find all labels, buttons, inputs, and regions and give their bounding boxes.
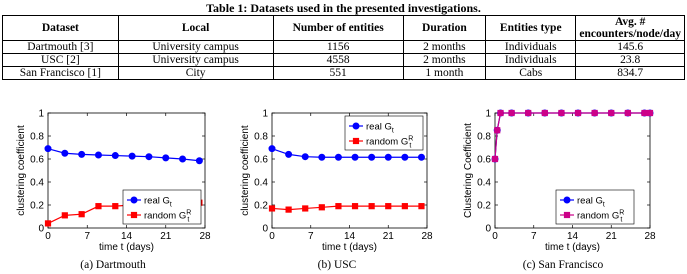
legend-label-main: random G	[577, 210, 620, 222]
y-axis-label: clustering coefficient	[240, 125, 251, 216]
y-tick-label: 0.2	[254, 200, 268, 212]
legend-label-sup: R	[619, 209, 625, 217]
data-point	[386, 204, 391, 209]
y-tick-label: 0.2	[30, 200, 44, 212]
x-tick-label: 28	[644, 231, 656, 242]
data-point	[352, 154, 358, 160]
legend-label-main: random G	[144, 210, 187, 222]
y-tick-label: 1	[262, 108, 268, 120]
data-point	[526, 110, 531, 115]
legend	[556, 190, 634, 224]
data-point	[385, 154, 391, 160]
data-point	[369, 154, 375, 160]
data-point	[625, 110, 630, 115]
series-random	[269, 204, 424, 213]
legend-label-main: real G	[577, 195, 603, 207]
y-tick-label: 0.8	[477, 131, 491, 143]
table-cell: 1156	[273, 41, 403, 54]
x-tick-label: 28	[421, 231, 433, 242]
data-point	[79, 212, 84, 217]
table-cell: Dartmouth [3]	[3, 41, 119, 54]
y-tick-label: 0.8	[254, 131, 268, 143]
y-tick-label: 0	[485, 223, 491, 235]
data-point	[269, 146, 275, 152]
data-point	[402, 204, 407, 209]
table-cell: University campus	[118, 41, 273, 54]
data-point	[353, 138, 358, 143]
data-point	[146, 154, 152, 160]
data-point	[492, 156, 497, 161]
legend-label-main: random G	[366, 136, 409, 148]
legend-label-sub: t	[409, 142, 412, 150]
x-tick-label: 7	[307, 231, 314, 242]
data-point	[45, 146, 51, 152]
x-tick-label: 0	[45, 231, 51, 242]
subfigure-caption: (a) Dartmouth	[80, 259, 146, 271]
legend-label	[577, 210, 624, 224]
table-cell: Cabs	[486, 67, 576, 80]
table-cell: 834.7	[576, 67, 685, 80]
data-point	[592, 110, 597, 115]
y-tick-label: 1	[38, 108, 44, 120]
table-cell: City	[118, 67, 273, 80]
chart-panel-1	[16, 109, 211, 272]
data-point	[95, 152, 101, 158]
series-line	[495, 113, 650, 159]
y-tick-label: 0.4	[254, 177, 268, 189]
data-point	[559, 110, 564, 115]
data-point	[286, 207, 291, 212]
legend-label-sub: t	[169, 201, 172, 209]
data-point	[419, 204, 424, 209]
subfigure-caption: (c) San Francisco	[522, 259, 604, 271]
y-tick-label: 1	[485, 108, 491, 120]
table-cell: 2 months	[403, 41, 485, 54]
x-tick-label: 14	[343, 231, 356, 242]
table-cell: 145.6	[576, 41, 685, 54]
y-tick-label: 0.4	[30, 177, 44, 189]
data-point	[112, 153, 118, 159]
legend-label-sub: t	[187, 216, 190, 224]
data-point	[564, 212, 569, 217]
table-cell: 4558	[273, 54, 403, 67]
header-number-of-entities: Number of entities	[273, 16, 403, 41]
data-point	[575, 110, 580, 115]
data-point	[62, 213, 67, 218]
series-line	[48, 149, 199, 161]
table-cell: 1 month	[403, 67, 485, 80]
series-line	[272, 206, 421, 209]
table-cell: 551	[273, 67, 403, 80]
data-point	[495, 128, 500, 133]
data-point	[180, 156, 186, 162]
legend-label	[366, 136, 413, 150]
x-tick-label: 21	[382, 231, 394, 242]
data-point	[131, 197, 137, 203]
data-point	[286, 151, 292, 157]
y-tick-label: 0.4	[477, 177, 491, 189]
data-point	[319, 205, 324, 210]
y-tick-label: 0.6	[30, 154, 44, 166]
data-point	[336, 204, 341, 209]
header-avg-encounters: Avg. # encounters/node/day	[576, 16, 685, 41]
data-point	[303, 206, 308, 211]
legend	[123, 190, 201, 224]
y-tick-label: 0	[38, 223, 44, 235]
table-cell: 23.8	[576, 54, 685, 67]
data-point	[302, 154, 308, 160]
x-tick-label: 7	[84, 231, 91, 242]
data-point	[113, 204, 118, 209]
y-axis-label: clustering coefficient	[16, 125, 27, 216]
legend-label-sub: t	[620, 216, 623, 224]
x-tick-label: 14	[120, 231, 133, 242]
chart-panel-2	[240, 109, 433, 272]
x-tick-label: 7	[530, 231, 537, 242]
series-line	[495, 113, 650, 159]
legend-label-main: real G	[144, 195, 170, 207]
data-point	[609, 110, 614, 115]
data-point	[647, 110, 652, 115]
y-tick-label: 0.6	[477, 154, 491, 166]
data-point	[79, 151, 85, 157]
data-point	[196, 158, 202, 164]
legend-label-sup: R	[408, 135, 414, 143]
table-cell: Individuals	[486, 41, 576, 54]
table-caption: Table 1: Datasets used in the presented investigations.	[206, 1, 481, 15]
x-axis-label: time t (days)	[321, 242, 378, 253]
header-duration: Duration	[403, 16, 485, 41]
x-tick-label: 14	[566, 231, 579, 242]
x-tick-label: 28	[199, 231, 211, 242]
x-axis-label: time t (days)	[98, 242, 155, 253]
data-point	[45, 221, 50, 226]
data-point	[564, 197, 570, 203]
data-point	[642, 110, 647, 115]
data-point	[418, 154, 424, 160]
y-tick-label: 0	[262, 223, 268, 235]
data-point	[369, 204, 374, 209]
data-point	[335, 154, 341, 160]
y-tick-label: 0.2	[477, 200, 491, 212]
y-tick-label: 0.8	[30, 131, 44, 143]
header-dataset: Dataset	[3, 16, 119, 41]
data-point	[402, 154, 408, 160]
data-point	[498, 110, 503, 115]
table-cell: 2 months	[403, 54, 485, 67]
table-cell: University campus	[118, 54, 273, 67]
y-axis-label: Clustering Coefficient	[463, 123, 474, 218]
series-real	[492, 110, 653, 162]
table-cell: Individuals	[486, 54, 576, 67]
legend-label	[144, 210, 191, 224]
legend-label-sub: t	[602, 201, 605, 209]
legend-label-sub: t	[391, 127, 394, 135]
data-point	[62, 150, 68, 156]
series-real	[45, 146, 202, 164]
data-point	[352, 204, 357, 209]
data-point	[129, 153, 135, 159]
y-tick-label: 0.6	[254, 154, 268, 166]
data-point	[131, 212, 136, 217]
chart-panel-3	[463, 109, 656, 272]
series-random	[492, 110, 652, 161]
data-point	[163, 155, 169, 161]
legend-label-main: real G	[366, 121, 392, 133]
data-point	[509, 110, 514, 115]
header-local: Local	[118, 16, 273, 41]
data-point	[269, 206, 274, 211]
table-cell: San Francisco [1]	[3, 67, 119, 80]
data-point	[353, 123, 359, 129]
table-cell: USC [2]	[3, 54, 119, 67]
x-tick-label: 21	[160, 231, 172, 242]
data-point	[96, 204, 101, 209]
x-tick-label: 0	[492, 231, 498, 242]
data-point	[542, 110, 547, 115]
x-tick-label: 0	[269, 231, 275, 242]
legend-label-sup: R	[186, 209, 192, 217]
x-tick-label: 21	[605, 231, 617, 242]
subfigure-caption: (b) USC	[317, 259, 357, 271]
header-entities-type: Entities type	[486, 16, 576, 41]
legend	[345, 116, 423, 150]
data-point	[319, 154, 325, 160]
x-axis-label: time t (days)	[544, 242, 601, 253]
